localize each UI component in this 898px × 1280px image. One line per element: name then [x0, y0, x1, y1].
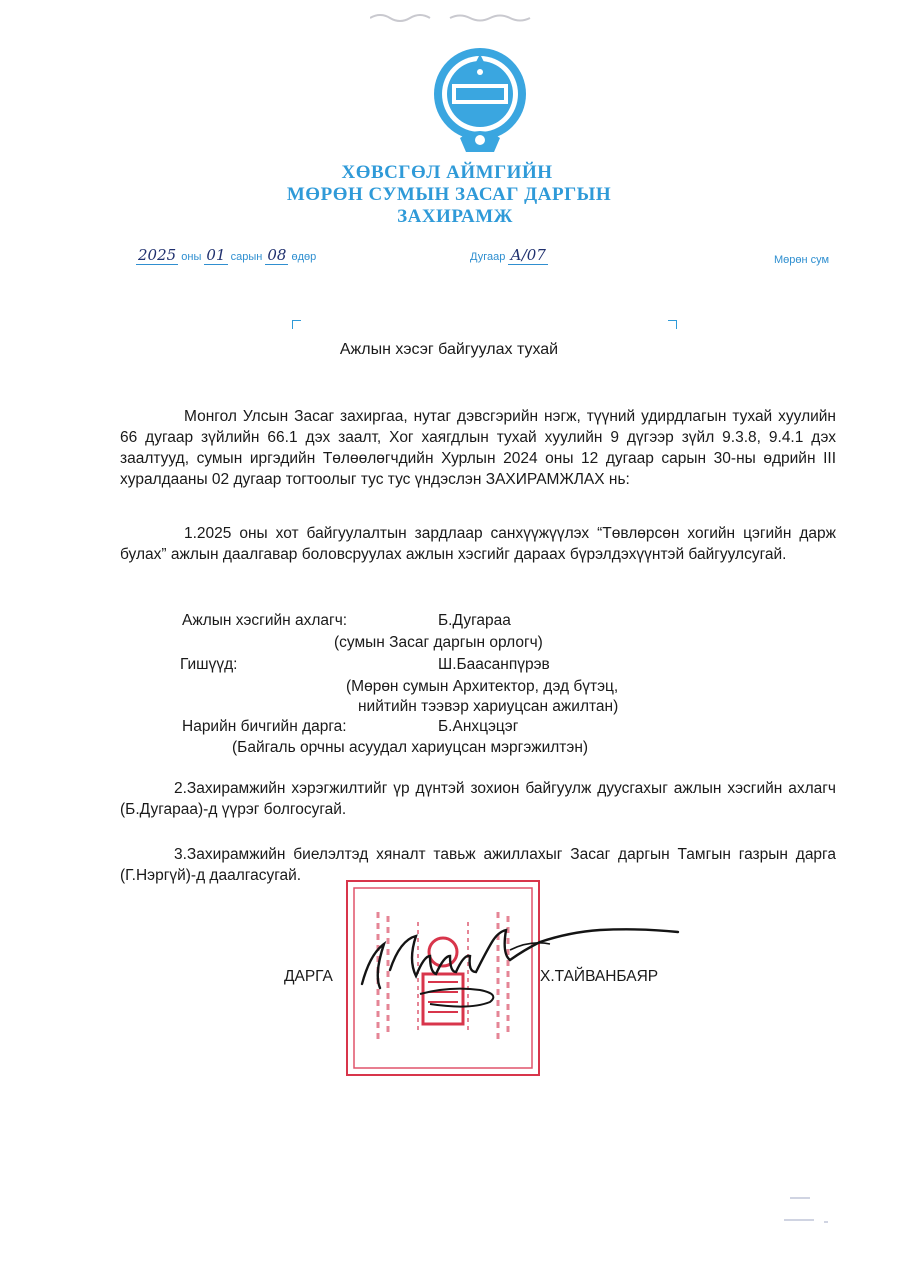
- signatory-title: ДАРГА: [284, 968, 333, 985]
- handwritten-signature: [350, 920, 690, 1010]
- clause-1-paragraph: 1.2025 оны хот байгуулалтын зардлаар санхүүжүүлэх “Төвлөрсөн хогийн цэгийн дарж булах” ажлын даалгавар боловсруулах ажлын хэсгийг дараах бүрэлдэхүүнтэй байгуулсугай.: [120, 525, 836, 563]
- leader-role: Ажлын хэсгийн ахлагч:: [182, 612, 348, 629]
- header-doc-type: ЗАХИРАМЖ: [397, 206, 513, 227]
- number-value: А/07: [510, 246, 546, 264]
- member-description-2: нийтийн тээвэр хариуцсан ажилтан): [358, 698, 619, 715]
- scan-artifact-bottom: [780, 1190, 840, 1230]
- decree-number: [470, 246, 548, 264]
- header-governor: МӨРӨН СУМЫН ЗАСАГ ДАРГЫН: [286, 184, 612, 205]
- signatory-name: Х.ТАЙВАНБАЯР: [540, 968, 659, 985]
- subject-bracket-right: [668, 320, 677, 329]
- date-day: 08: [267, 246, 287, 264]
- preamble-paragraph: Монгол Улсын Засаг захиргаа, нутаг дэвсгэрийн нэгж, түүний удирдлагын тухай хуулийн 66 дугаар зүйлийн 66.1 дэх заалт, Хог хаягдлын тухай хуулийн 9 дүгээр зүйл 9.3.8, 9.4.1 дэх заалтууд, сумын иргэдийн Төлөөлөгчдийн Хурлын 2024 оны 12 дугаар сарын 30-ны өдрийн III хуралдааны 02 дугаар тогтоолыг тус тус үндэслэн ЗАХИРАМЖЛАХ нь:: [120, 408, 836, 488]
- scan-artifact-top: [370, 10, 550, 26]
- header-aimag: ХӨВСГӨЛ АЙМГИЙН: [341, 162, 553, 183]
- leader-name: Б.Дугараа: [438, 612, 511, 629]
- date-year: 2025: [138, 246, 177, 264]
- clause-3-paragraph: 3.Захирамжийн биелэлтэд хяналт тавьж ажиллахыг Засаг даргын Тамгын газрын дарга (Г.Нэргүй)-д даалгасугай.: [120, 846, 836, 884]
- secretary-role: Нарийн бичгийн дарга:: [182, 718, 347, 735]
- date-month: 01: [206, 246, 226, 264]
- member-name: Ш.Баасанпүрэв: [438, 656, 550, 673]
- secretary-name: Б.Анхцэцэг: [438, 718, 519, 735]
- decree-place: Мөрөн сум: [774, 254, 830, 266]
- number-label: Дугаар: [470, 251, 506, 263]
- date-year-label: оны: [181, 251, 202, 263]
- decree-subject: Ажлын хэсэг байгуулах тухай: [339, 341, 559, 358]
- subject-bracket-left: [292, 320, 301, 329]
- secretary-description: (Байгаль орчны асуудал хариуцсан мэргэжилтэн): [232, 739, 589, 756]
- member-description-1: (Мөрөн сумын Архитектор, дэд бүтэц,: [346, 678, 619, 695]
- members-role: Гишүүд:: [180, 656, 238, 673]
- state-emblem-icon: [430, 42, 530, 160]
- decree-date: [136, 246, 316, 264]
- leader-description: (сумын Засаг даргын орлогч): [334, 634, 543, 651]
- date-day-label: өдөр: [291, 251, 317, 263]
- date-month-label: сарын: [230, 251, 263, 263]
- clause-2-paragraph: 2.Захирамжийн хэрэгжилтийг үр дүнтэй зохион байгуулж дуусгахыг ажлын хэсгийн ахлагч (Б.Дугараа)-д үүрэг болгосугай.: [120, 780, 836, 818]
